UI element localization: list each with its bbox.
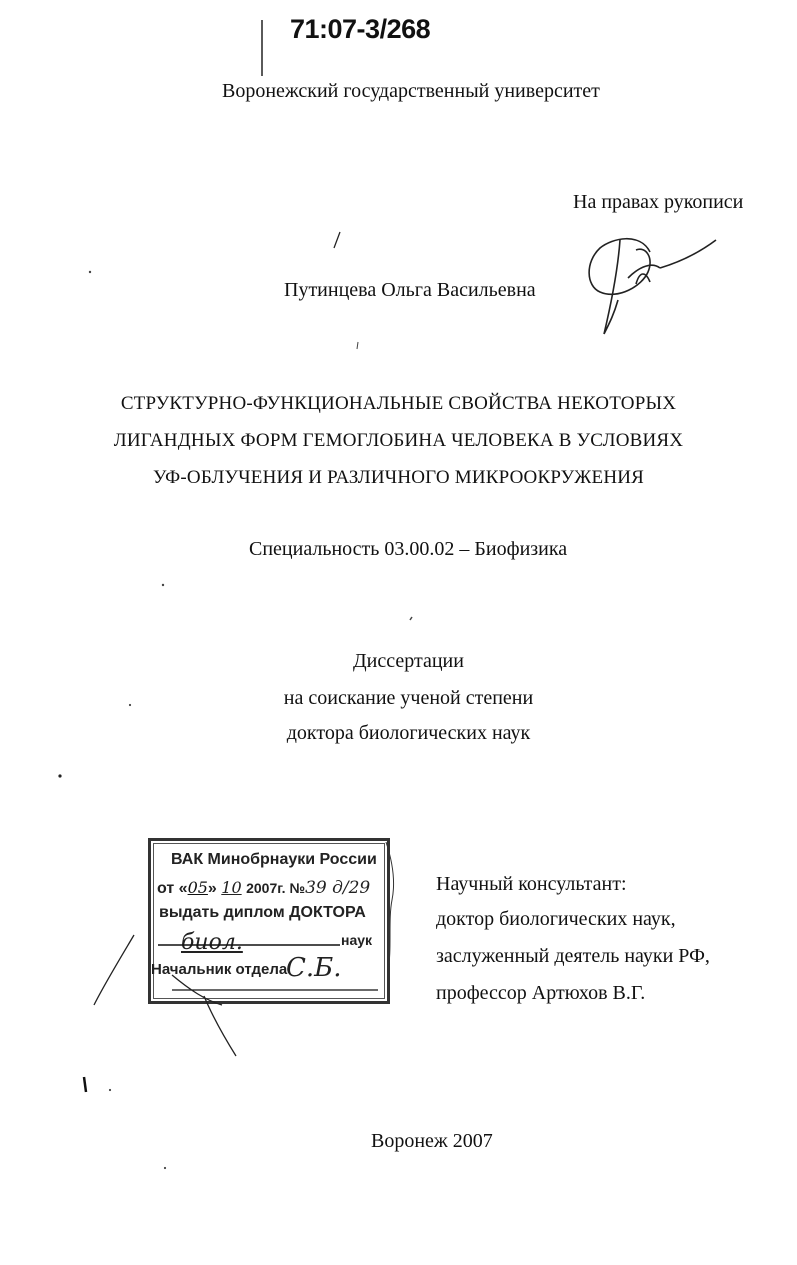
consultant-line-2: доктор биологических наук, [436,908,676,930]
stamp-date-day: 05 [187,878,208,897]
slash-mark [334,232,340,248]
pen-stroke-left [94,935,134,1005]
title-line-3: УФ-ОБЛУЧЕНИЯ И РАЗЛИЧНОГО МИКРООКРУЖЕНИЯ [152,467,645,488]
degree-line-1: Диссертации [353,650,464,672]
stamp-signature: С.Б. [286,953,342,983]
degree-line-3: доктора биологических наук [286,722,531,744]
degree-line-2: на соискание ученой степени [283,687,534,709]
pen-stroke-lower [172,975,236,1056]
dust-dot [129,704,131,706]
consultant-line-1: Научный консультант: [436,873,627,895]
author-name: Путинцева Ольга Васильевна [284,279,536,301]
footer-place-year: Воронеж 2007 [371,1130,493,1152]
title-line-2: ЛИГАНДНЫХ ФОРМ ГЕМОГЛОБИНА ЧЕЛОВЕКА В УСЛОВИЯХ [113,430,684,451]
university-name: Воронежский государственный университет [222,80,600,102]
dust-dot [162,584,164,586]
dust-dot [164,1167,166,1169]
dust-dot [109,1089,111,1091]
stamp-date-suffix: г. № [277,880,306,896]
consultant-line-4: профессор Артюхов В.Г. [436,982,646,1004]
archive-code: 71:07-3/268 [290,14,431,44]
dust-dot [58,774,61,777]
stamp-line-5: Начальник отдела [151,961,288,978]
stamp-field: биол. [181,930,243,955]
stamp-line-3: выдать диплом ДОКТОРА [159,904,366,921]
title-line-1: СТРУКТУРНО-ФУНКЦИОНАЛЬНЫЕ СВОЙСТВА НЕКОТОРЫХ [120,393,677,414]
stamp-line-1: ВАК Минобрнауки России [171,851,377,868]
stamp-number: 39 д/29 [305,878,371,898]
dust-dot [89,271,91,273]
manuscript-rights: На правах рукописи [573,191,744,213]
specialty: Специальность 03.00.02 – Биофизика [249,538,568,560]
dust-mark [410,617,412,620]
author-signature-icon [589,239,716,334]
stamp-date-prefix: от « [157,880,188,897]
consultant-line-3: заслуженный деятель науки РФ, [436,945,710,967]
stamp-field-suffix: наук [341,932,373,948]
stamp-date-sep: » [207,880,217,897]
stamp-edge-stroke [386,842,394,970]
stamp-date-month: 10 [221,878,242,897]
margin-tick [84,1077,86,1092]
stamp-date-year: 2007 [246,880,278,896]
dust-mark [357,342,358,349]
